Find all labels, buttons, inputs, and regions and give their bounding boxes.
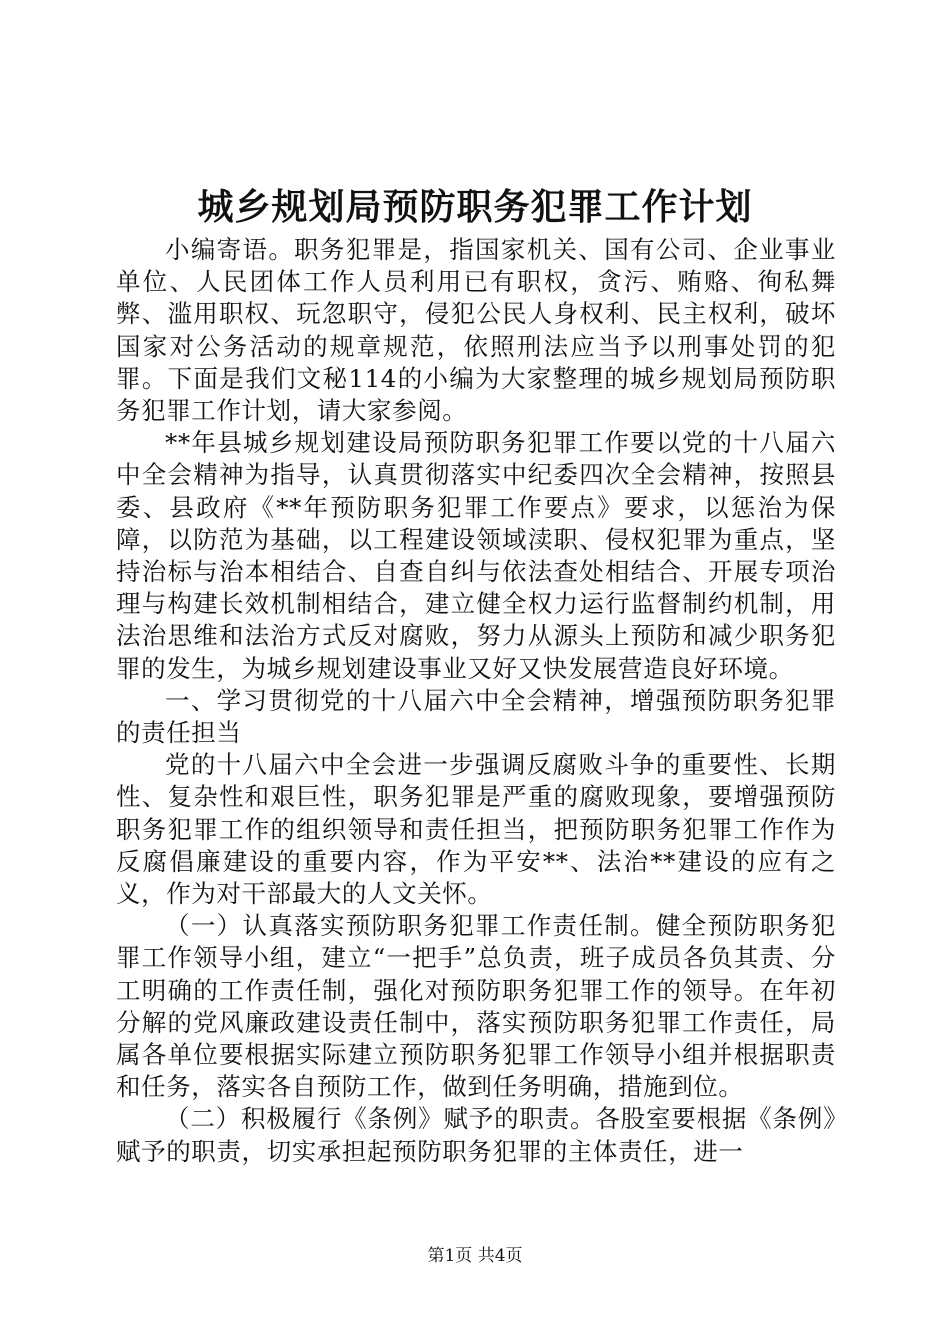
paragraph-intro: 小编寄语。职务犯罪是，指国家机关、国有公司、企业事业单位、人民团体工作人员利用已有职权，贪污、贿赂、徇私舞弊、滥用职权、玩忽职守，侵犯公民人身权利、民主权利，破坏国家对公务活动的规章规范，依照刑法应当予以刑事处罚的犯罪。下面是我们文秘114的小编为大家整理的城乡规划局预防职务犯罪工作计划，请大家参阅。 [116,235,836,426]
document-title: 城乡规划局预防职务犯罪工作计划 [197,187,753,228]
page-footer: 第1页 共4页 [427,1246,523,1266]
document-body [116,234,836,1168]
section-heading-1: 一、学习贯彻党的十八届六中全会精神，增强预防职务犯罪的责任担当 [116,685,836,748]
paragraph-section-1: 党的十八届六中全会进一步强调反腐败斗争的重要性、长期性、复杂性和艰巨性，职务犯罪是严重的腐败现象，要增强预防职务犯罪工作的组织领导和责任担当，把预防职务犯罪工作作为反腐倡廉建设的重要内容，作为平安**、法治**建设的应有之义，作为对干部最大的人文关怀。 [116,750,836,909]
paragraph-overview: **年县城乡规划建设局预防职务犯罪工作要以党的十八届六中全会精神为指导，认真贯彻落实中纪委四次全会精神，按照县委、县政府《**年预防职务犯罪工作要点》要求，以惩治为保障，以防范为基础，以工程建设领域渎职、侵权犯罪为重点，坚持治标与治本相结合、自查自纠与依法查处相结合、开展专项治理与构建长效机制相结合，建立健全权力运行监督制约机制，用法治思维和法治方式反对腐败，努力从源头上预防和减少职务犯罪的发生，为城乡规划建设事业又好又快发展营造良好环境。 [116,428,836,683]
paragraph-item-1: （一）认真落实预防职务犯罪工作责任制。健全预防职务犯罪工作领导小组，建立“一把手”总负责，班子成员各负其责、分工明确的工作责任制，强化对预防职务犯罪工作的领导。在年初分解的党风廉政建设责任制中，落实预防职务犯罪工作责任，局属各单位要根据实际建立预防职务犯罪工作领导小组并根据职责和任务，落实各自预防工作，做到任务明确，措施到位。 [116,911,836,1102]
paragraph-item-2: （二）积极履行《条例》赋予的职责。各股室要根据《条例》赋予的职责，切实承担起预防职务犯罪的主体责任，进一 [116,1104,836,1166]
